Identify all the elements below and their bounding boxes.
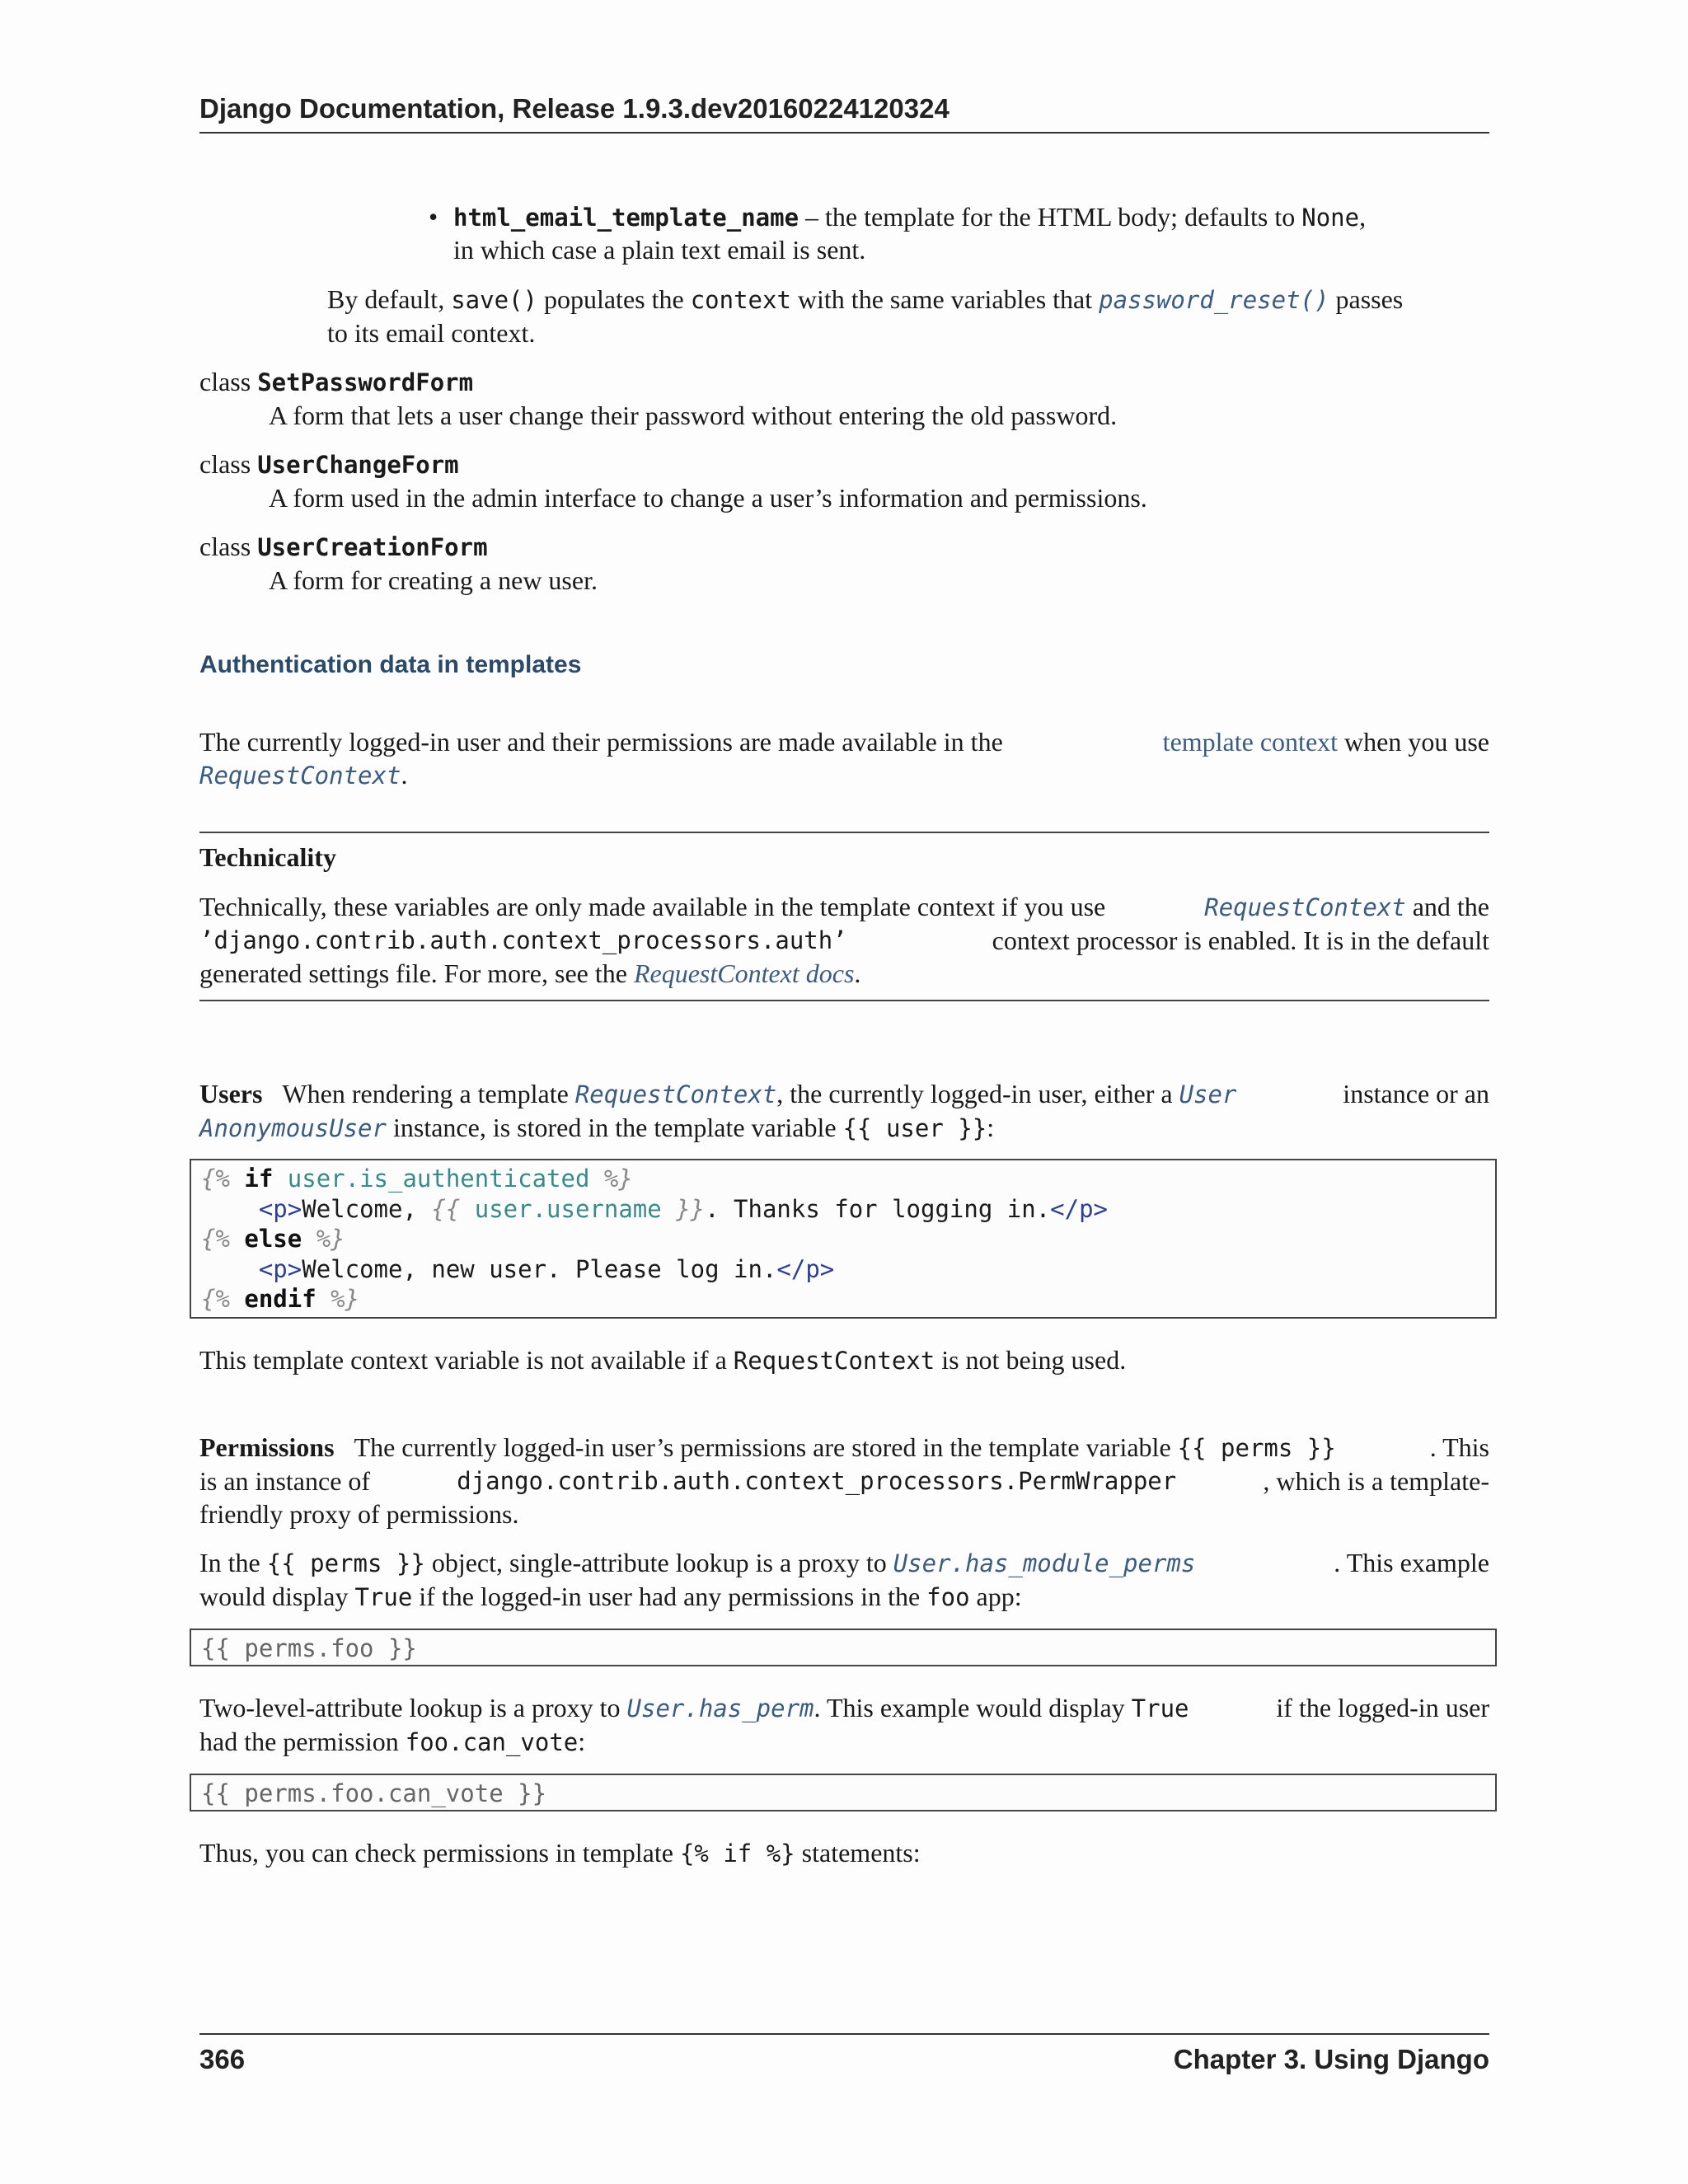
anonymoususer-link[interactable]: AnonymousUser: [199, 1114, 387, 1142]
if-tag-code: {% if %}: [679, 1840, 795, 1868]
document-page: Django Documentation, Release 1.9.3.dev20160224120324 • html_email_template_name – the template for the HTML body; defaults to None, in which case a plain text email is sent. By default, save() populates the context with the same variables that password_reset() passes to its email context. class SetPasswordForm A form that lets a user change their password without entering the old password. class UserChangeForm A form used in the admin interface to change a user’s information and permissions. class UserCreationForm A form for creating a new user. Authentication data in templates The currently logged-in user and their permissions are made available in the template context when you use RequestContext. Technicality Technically, these variables are only made available in the template context if you use RequestContext and the ’django.contrib.auth.context_processors.auth’ context processor is enabled. It is in the default generated settings file. For more, see the RequestContext docs. Users When rendering a template RequestContext, the currently logged-in user, either a User instance or an AnonymousUser instance, is stored in the template variable {{ user }}: {% if user.is_authenticated %} <p>Welcome, {{ user.username }}. Thanks for logging in.</p> {% else %} <p>Welcome, new user. Please log in.</p> {% endif %} This template context variable is not available if a RequestContext is not being used. Permissions The currently logged-in user’s permissions are stored in the template variable {{ perms }} . This is an instance of django.contrib.auth.context_processors.PermWrapper , which is a template- friendly proxy of permissions. In the {{ perms }} object, single-attribute lookup is a proxy to User.has_module_perms . This example would display True if the logged-in user had any permissions in the foo app: {{ perms.foo }} Two-level-attribute lookup is a proxy to User.has_perm. This example would display True if the logged-in user had the permission foo.can_vote: {{ perms.foo.can_vote }} Thus, you can check permissions in template {% if %} statements: 366 Chapter 3. Using Django: [0, 0, 1688, 2184]
class-setpasswordform: class SetPasswordForm A form that lets a user change their password without entering the old password.: [199, 365, 1489, 432]
class-desc: A form that lets a user change their password without entering the old password.: [269, 401, 1118, 430]
page-number: 366: [199, 2044, 246, 2074]
foo-code: foo: [926, 1583, 970, 1611]
code-line: <p>Welcome, {{ user.username }}. Thanks for logging in.</p>: [258, 1194, 1108, 1223]
technicality-bottom-rule: [199, 1000, 1489, 1001]
not-available-paragraph: This template context variable is not available if a RequestContext is not being used.: [199, 1345, 1127, 1375]
password-reset-link[interactable]: password_reset(): [1099, 286, 1329, 314]
two-level-paragraph: Two-level-attribute lookup is a proxy to User.has_perm. This example would display True if the logged-in user had the permission foo.can_vote:: [199, 1693, 1489, 1756]
can-vote-code: foo.can_vote: [405, 1728, 579, 1756]
page-header: [199, 92, 1489, 134]
template-context-link[interactable]: template context: [1162, 727, 1339, 757]
code-block-perms-foo: {{ perms.foo }}: [190, 1629, 1497, 1666]
users-label: Users: [199, 1079, 263, 1108]
context-processor-code: ’django.contrib.auth.context_processors.auth’: [199, 926, 847, 954]
class-name: UserChangeForm: [257, 451, 459, 479]
permissions-label: Permissions: [199, 1432, 335, 1462]
bullet-dot: •: [429, 202, 438, 232]
page-footer: [199, 2033, 1489, 2076]
requestcontext-link[interactable]: RequestContext: [199, 762, 401, 790]
section-heading: Authentication data in templates: [199, 651, 582, 678]
perms-var-code: {{ perms }}: [1177, 1434, 1336, 1462]
class-name: SetPasswordForm: [257, 368, 474, 396]
users-paragraph: Users When rendering a template RequestContext, the currently logged-in user, either a User instance or an AnonymousUser instance, is stored in the template variable {{ user }}:: [199, 1079, 1489, 1142]
requestcontext-link[interactable]: RequestContext: [574, 1080, 777, 1108]
class-name: UserCreationForm: [257, 533, 488, 561]
bullet-term: html_email_template_name: [453, 204, 799, 232]
technicality-note: Technicality Technically, these variables are only made available in the template context if you use RequestContext and the ’django.contrib.auth.context_processors.auth’ context processor is enabled. It is in the default generated settings file. For more, see the RequestContext docs.: [199, 842, 1489, 988]
code-line: {% if user.is_authenticated %}: [201, 1165, 633, 1193]
code-line: {% else %}: [201, 1225, 345, 1253]
requestcontext-docs-link[interactable]: RequestContext docs: [633, 958, 855, 988]
bullet-none: None: [1301, 204, 1360, 232]
has-module-perms-link[interactable]: User.has_module_perms: [893, 1549, 1196, 1577]
code-block-user-template: [190, 1159, 1497, 1319]
has-perm-link[interactable]: User.has_perm: [626, 1694, 814, 1722]
code-line: {% endif %}: [201, 1285, 360, 1313]
chapter-title: Chapter 3. Using Django: [1173, 2044, 1489, 2074]
intro-paragraph: The currently logged-in user and their permissions are made available in the template context when you use RequestContext.: [199, 727, 1489, 790]
perms-var-code: {{ perms }}: [266, 1549, 425, 1577]
code-line: <p>Welcome, new user. Please log in.</p>: [258, 1254, 835, 1283]
permwrapper-code: django.contrib.auth.context_processors.PermWrapper: [457, 1467, 1177, 1495]
single-attribute-paragraph: In the {{ perms }} object, single-attribute lookup is a proxy to User.has_module_perms . This example would display True if the logged-in user had any permissions in the foo app:: [199, 1548, 1489, 1611]
save-code: save(): [451, 286, 537, 314]
technicality-title: Technicality: [199, 842, 336, 872]
class-desc: A form for creating a new user.: [269, 565, 598, 595]
requestcontext-code: RequestContext: [733, 1347, 935, 1375]
user-var-code: {{ user }}: [842, 1114, 987, 1142]
technicality-top-rule: [199, 832, 1489, 833]
header-title: Django Documentation, Release 1.9.3.dev20160224120324: [199, 93, 950, 124]
class-userchangeform: class UserChangeForm A form used in the admin interface to change a user’s information and permissions.: [199, 448, 1489, 514]
true-code: True: [1131, 1694, 1189, 1722]
default-paragraph: By default, save() populates the context with the same variables that password_reset() passes to its email context.: [327, 284, 1404, 348]
thus-paragraph: Thus, you can check permissions in template {% if %} statements:: [199, 1838, 921, 1868]
bullet-desc: – the template for the HTML body; defaults to: [799, 202, 1302, 232]
class-usercreationform: class UserCreationForm A form for creating a new user.: [199, 530, 1489, 597]
bullet-line2: in which case a plain text email is sent.: [453, 235, 866, 265]
true-code: True: [354, 1583, 413, 1611]
code-block-perms-can-vote: {{ perms.foo.can_vote }}: [190, 1774, 1497, 1811]
user-link[interactable]: User: [1179, 1080, 1237, 1108]
class-desc: A form used in the admin interface to change a user’s information and permissions.: [269, 483, 1147, 513]
context-code: context: [690, 286, 791, 314]
requestcontext-link[interactable]: RequestContext: [1204, 893, 1406, 921]
permissions-paragraph: Permissions The currently logged-in user’s permissions are stored in the template variable {{ perms }} . This is an instance of django.contrib.auth.context_processors.PermWrapper , which is a template- friendly proxy of permissions.: [199, 1432, 1489, 1529]
